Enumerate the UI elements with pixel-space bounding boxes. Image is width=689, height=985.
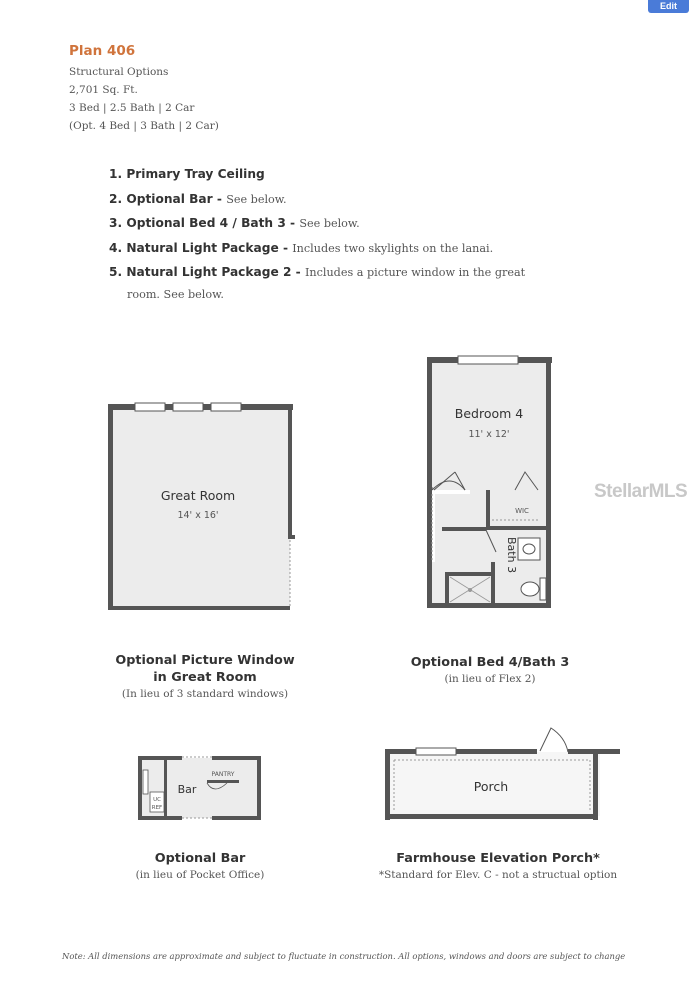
option-item [109, 238, 525, 263]
bar-plan [132, 750, 267, 825]
caption-sub: *Standard for Elev. C - not a structual option [378, 869, 618, 881]
option-label: 5. Natural Light Package 2 - [109, 265, 305, 279]
option-desc: See below. [226, 192, 287, 206]
caption-title: Optional Bed 4/Bath 3 [410, 655, 570, 670]
great-room-dims: 14' x 16' [177, 510, 219, 521]
plan-optional-beds: (Opt. 4 Bed | 3 Bath | 2 Car) [69, 120, 219, 132]
options-list [109, 164, 525, 303]
bedroom-dims: 11' x 12' [468, 429, 510, 440]
bedroom-label: Bedroom 4 [454, 406, 524, 421]
plan-title: Plan 406 [69, 43, 136, 59]
option-label: 4. Natural Light Package - [109, 240, 293, 255]
porch-plan [380, 722, 625, 822]
option-desc: Includes two skylights on the lanai. [292, 241, 494, 255]
caption-sub: (In lieu of 3 standard windows) [121, 688, 289, 700]
bedroom-bath-plan [420, 352, 560, 614]
plan-sqft: 2,701 Sq. Ft. [69, 84, 138, 96]
edit-button[interactable]: Edit [648, 0, 689, 13]
caption-title: Optional Picture Window [115, 653, 295, 668]
caption-title-line2: in Great Room [153, 670, 257, 685]
bed-bath-caption [390, 654, 590, 687]
option-label: 3. Optional Bed 4 / Bath 3 - [109, 216, 300, 230]
caption-sub: (in lieu of Flex 2) [444, 673, 536, 685]
plan-beds: 3 Bed | 2.5 Bath | 2 Car [69, 102, 195, 114]
great-room-label: Great Room [160, 488, 236, 503]
plan-subtitle: Structural Options [69, 66, 169, 78]
picture-window-caption [100, 652, 310, 702]
porch-caption [362, 850, 634, 883]
option-label: 2. Optional Bar - [109, 191, 227, 206]
great-room-plan [100, 395, 305, 615]
pantry-label: PANTRY [211, 771, 235, 778]
option-label: 1. Primary Tray Ceiling [109, 167, 265, 181]
option-desc: Includes a picture window in the great [305, 266, 526, 279]
watermark: StellarMLS [594, 481, 688, 502]
porch-label: Porch [473, 779, 509, 794]
option-item [109, 262, 525, 287]
option-item [109, 213, 525, 238]
plan-header [69, 43, 219, 135]
ref-label: REF [151, 805, 163, 811]
option-continuation: room. See below. [127, 287, 224, 301]
option-desc: See below. [299, 217, 360, 230]
bar-caption [100, 850, 300, 883]
bath-label: Bath 3 [505, 537, 518, 574]
option-item [109, 164, 525, 189]
bar-label: Bar [177, 783, 197, 796]
caption-title: Optional Bar [154, 851, 246, 866]
caption-sub: (in lieu of Pocket Office) [135, 869, 265, 881]
uc-label: UC [153, 797, 161, 803]
wic-label: WIC [515, 507, 529, 515]
caption-title: Farmhouse Elevation Porch* [396, 851, 600, 866]
footnote: Note: All dimensions are approximate and subject to fluctuate in construction. All options, windows and doors are subject to change [62, 951, 626, 961]
option-item [109, 189, 525, 214]
